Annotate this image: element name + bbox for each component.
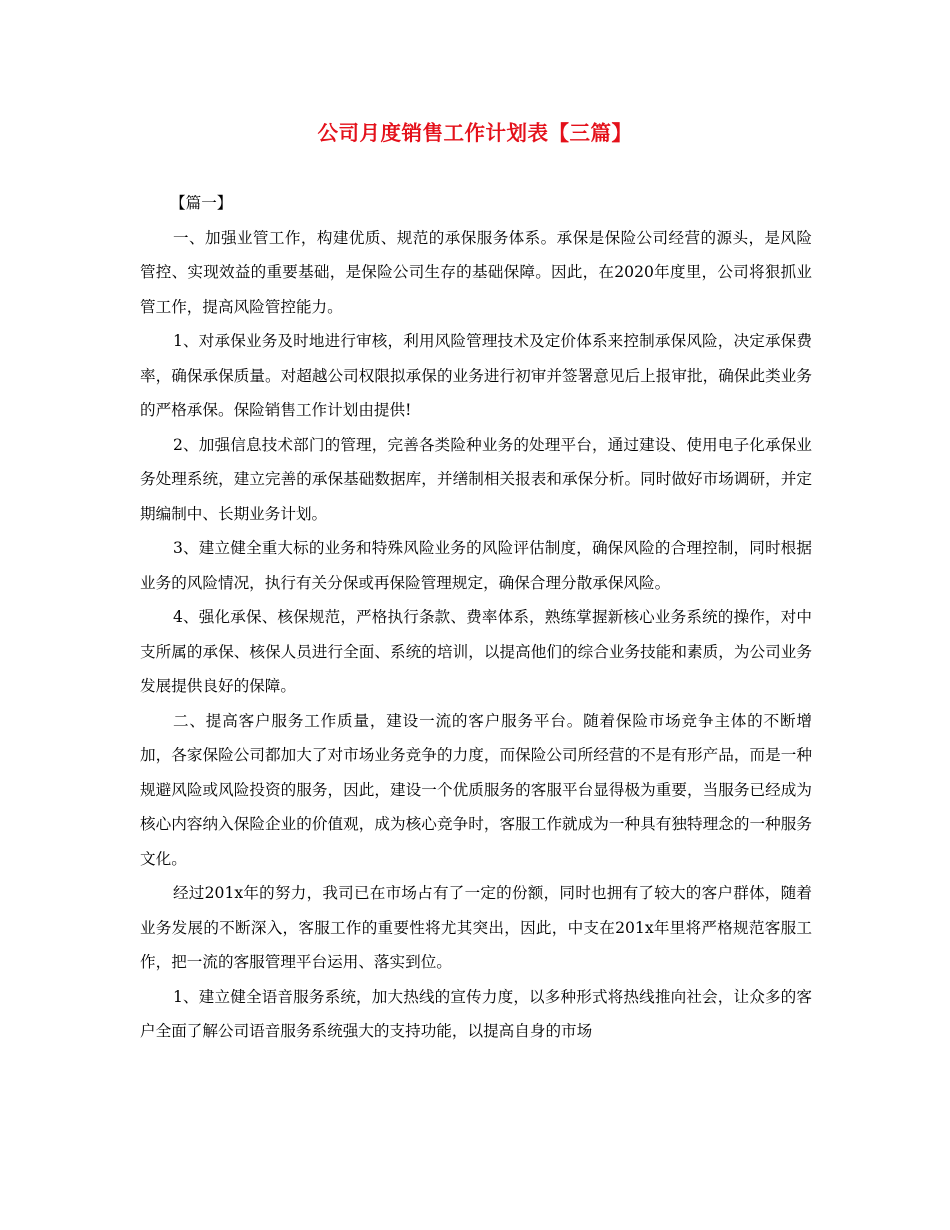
- paragraph-1: 一、加强业管工作，构建优质、规范的承保服务体系。承保是保险公司经营的源头，是风险管控、实现效益的重要基础，是保险公司生存的基础保障。因此，在2020年度里，公司将狠抓业管工作，提高风险管控能力。: [140, 228, 812, 316]
- document-body: [140, 186, 812, 1049]
- paragraph-2: 1、对承保业务及时地进行审核，利用风险管理技术及定价体系来控制承保风险，决定承保费率，确保承保质量。对超越公司权限拟承保的业务进行初审并签署意见后上报审批，确保此类业务的严格承保。保险销售工作计划由提供!: [140, 332, 812, 419]
- section-label: 【篇一】: [170, 194, 233, 212]
- document-title: 公司月度销售工作计划表【三篇】: [317, 121, 633, 145]
- paragraph-3: 2、加强信息技术部门的管理，完善各类险种业务的处理平台，通过建设、使用电子化承保业务处理系统，建立完善的承保基础数据库，并缮制相关报表和承保分析。同时做好市场调研，并定期编制中、长期业务计划。: [140, 435, 812, 523]
- paragraph-8: 1、建立健全语音服务系统，加大热线的宣传力度，以多种形式将热线推向社会，让众多的客户全面了解公司语音服务系统强大的支持功能，以提高自身的市场: [140, 987, 812, 1040]
- paragraph-6: 二、提高客户服务工作质量，建设一流的客户服务平台。随着保险市场竞争主体的不断增加，各家保险公司都加大了对市场业务竞争的力度，而保险公司所经营的不是有形产品，而是一种规避风险或风险投资的服务，因此，建设一个优质服务的客服平台显得极为重要，当服务已经成为核心内容纳入保险企业的价值观，成为核心竞争时，客服工作就成为一种具有独特理念的一种服务文化。: [140, 711, 812, 868]
- paragraph-4: 3、建立健全重大标的业务和特殊风险业务的风险评估制度，确保风险的合理控制，同时根据业务的风险情况，执行有关分保或再保险管理规定，确保合理分散承保风险。: [140, 539, 812, 592]
- paragraph-7: 经过201x年的努力，我司已在市场占有了一定的份额，同时也拥有了较大的客户群体，随着业务发展的不断深入，客服工作的重要性将尤其突出，因此，中支在201x年里将严格规范客服工作，把一流的客服管理平台运用、落实到位。: [140, 884, 812, 971]
- paragraph-5: 4、强化承保、核保规范，严格执行条款、费率体系，熟练掌握新核心业务系统的操作，对中支所属的承保、核保人员进行全面、系统的培训，以提高他们的综合业务技能和素质，为公司业务发展提供良好的保障。: [140, 608, 812, 695]
